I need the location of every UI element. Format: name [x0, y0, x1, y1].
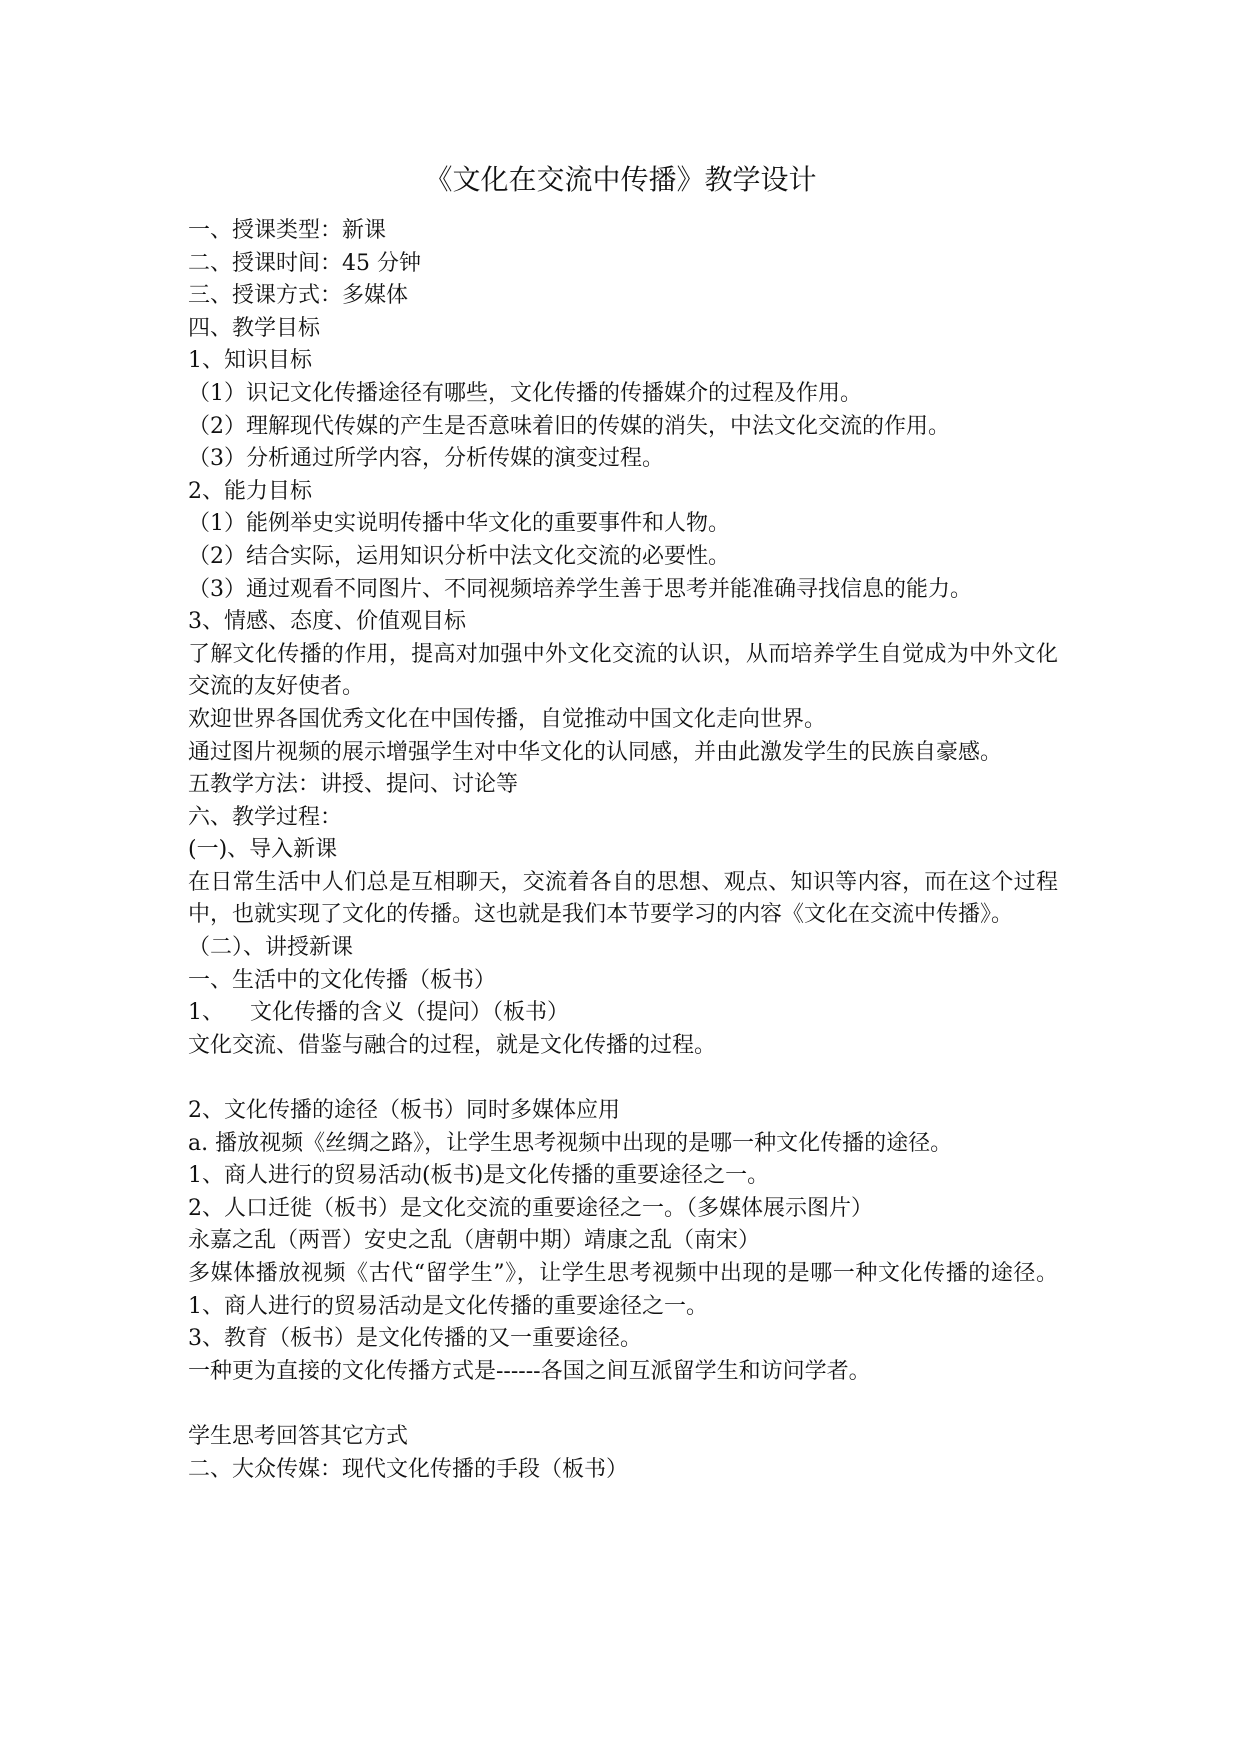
paragraph: 了解文化传播的作用，提高对加强中外文化交流的认识，从而培养学生自觉成为中外文化交流的友好使者。	[188, 641, 1058, 700]
text-line: 3、教育（板书）是文化传播的又一重要途径。	[188, 1326, 642, 1352]
section-heading: 一、生活中的文化传播（板书）	[188, 967, 497, 993]
text-line: 学生思考回答其它方式	[188, 1423, 409, 1449]
subsection-heading: 2、能力目标	[188, 478, 312, 504]
text-line: 欢迎世界各国优秀文化在中国传播，自觉推动中国文化走向世界。	[188, 706, 827, 732]
text-line: 2、人口迁徙（板书）是文化交流的重要途径之一。（多媒体展示图片）	[188, 1195, 873, 1221]
text-line: 文化交流、借鉴与融合的过程，就是文化传播的过程。	[188, 1032, 717, 1058]
item-text: 文化传播的含义（提问）（板书）	[250, 1000, 570, 1026]
numbered-item	[188, 997, 1058, 1030]
text-line: 1、商人进行的贸易活动(板书)是文化传播的重要途径之一。	[188, 1163, 770, 1189]
item-number: 1、	[188, 1000, 224, 1026]
text-line: （3）通过观看不同图片、不同视频培养学生善于思考并能准确寻找信息的能力。	[188, 576, 972, 602]
text-line: （2）理解现代传媒的产生是否意味着旧的传媒的消失，中法文化交流的作用。	[188, 413, 950, 439]
paragraph: 多媒体播放视频《古代“留学生”》，让学生思考视频中出现的是哪一种文化传播的途径。1、商人进行的贸易活动是文化传播的重要途径之一。	[188, 1261, 1058, 1319]
paragraph: 在日常生活中人们总是互相聊天，交流着各自的思想、观点、知识等内容，而在这个过程中，也就实现了文化的传播。这也就是我们本节要学习的内容《文化在交流中传播》。	[188, 869, 1058, 928]
text-line: 一、授课类型：新课	[188, 218, 387, 243]
text-line: （1）识记文化传播途径有哪些，文化传播的传播媒介的过程及作用。	[188, 380, 862, 406]
subsection-heading: 3、情感、态度、价值观目标	[188, 609, 466, 635]
text-line: a. 播放视频《丝绸之路》，让学生思考视频中出现的是哪一种文化传播的途径。	[188, 1130, 953, 1156]
text-line: 三、授课方式：多媒体	[188, 283, 409, 309]
subsection-heading: 1、知识目标	[188, 348, 312, 374]
paragraph: 通过图片视频的展示增强学生对中华文化的认同感，并由此激发学生的民族自豪感。	[188, 739, 1003, 765]
document-title: 《文化在交流中传播》教学设计	[424, 163, 817, 196]
section-heading: 五教学方法：讲授、提问、讨论等	[188, 772, 519, 798]
text-line: 二、授课时间：45 分钟	[188, 250, 421, 276]
document-body	[188, 215, 1058, 1486]
text-line: （3）分析通过所学内容，分析传媒的演变过程。	[188, 446, 664, 472]
text-line: 一种更为直接的文化传播方式是------各国之间互派留学生和访问学者。	[188, 1358, 871, 1384]
text-line: 永嘉之乱（两晋）安史之乱（唐朝中期）靖康之乱（南宋）	[188, 1228, 761, 1254]
subsection-heading: 2、文化传播的途径（板书）同时多媒体应用	[188, 1098, 620, 1124]
subsection-heading: （二）、讲授新课	[188, 935, 354, 961]
text-line: （1）能例举史实说明传播中华文化的重要事件和人物。	[188, 511, 730, 537]
section-heading: 六、教学过程：	[188, 804, 343, 830]
section-heading: 二、大众传媒：现代文化传播的手段（板书）	[188, 1456, 629, 1482]
blank-line	[188, 1388, 1058, 1421]
section-heading: 四、教学目标	[188, 315, 321, 341]
text-line: （2）结合实际，运用知识分析中法文化交流的必要性。	[188, 543, 730, 569]
subsection-heading: (一)、导入新课	[188, 837, 338, 863]
blank-line	[188, 1062, 1058, 1095]
